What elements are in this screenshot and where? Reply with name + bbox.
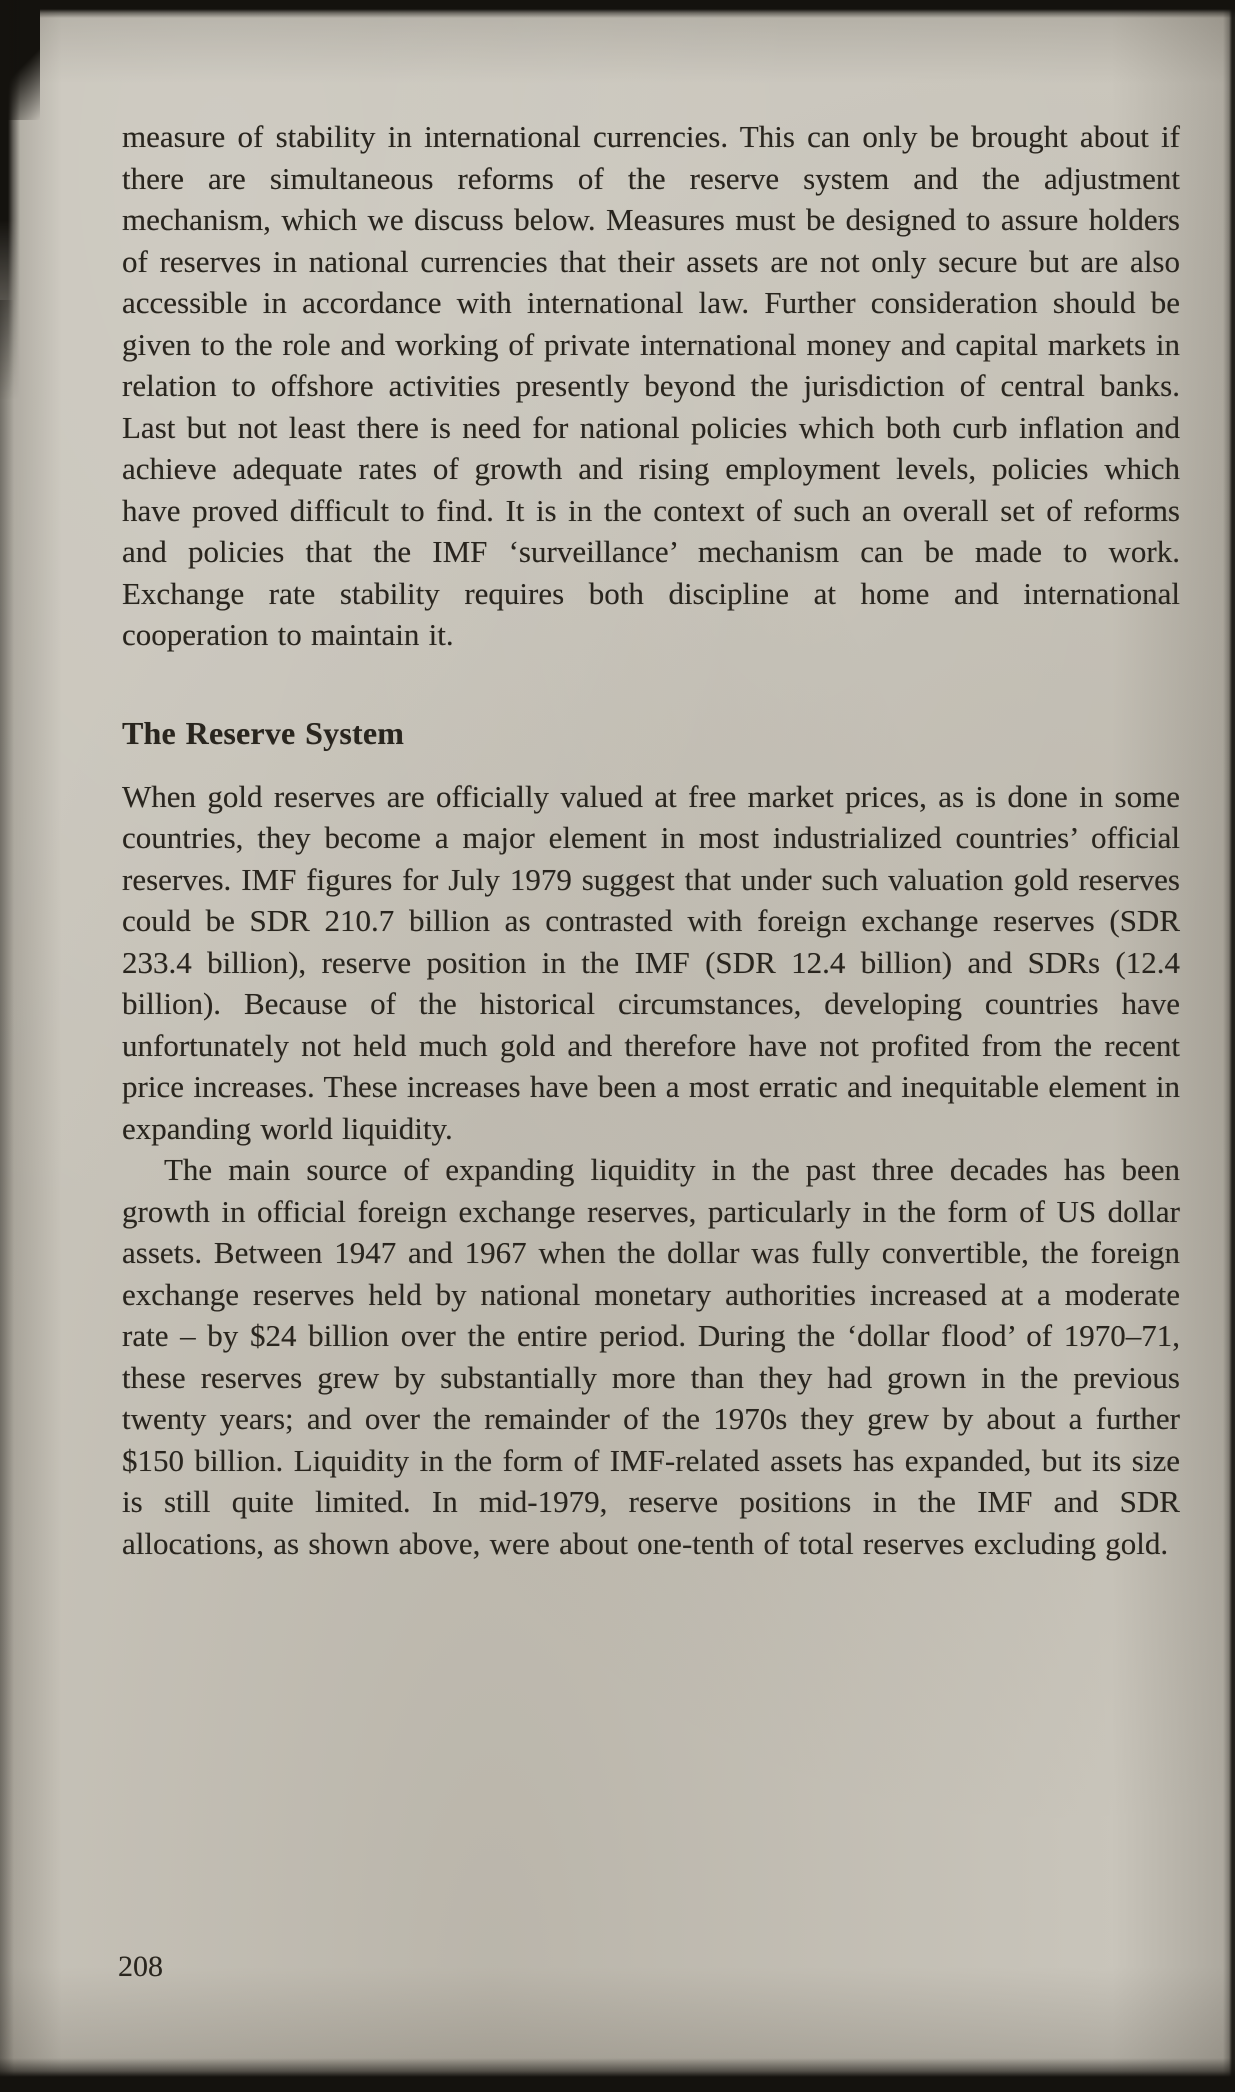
paragraph-reserve-system-2: The main source of expanding liquidity in the past three decades has been growth in official foreign exchange reserves, particularly in the form of US dollar assets. Between 1947 and 1967 when the dollar was fully convertible, the foreign exchange reserves held by national monetary authorities increased at a moderate rate – by $24 billion over the entire period. During the ‘dollar flood’ of 1970–71, these reserves grew by substantially more than they had grown in the previous twenty years; and over the remainder of the 1970s they grew by about a further $150 billion. Liquidity in the form of IMF-related assets has expanded, but its size is still quite limited. In mid-1979, reserve positions in the IMF and SDR allocations, as shown above, were about one-tenth of total reserves excluding gold.: [122, 1152, 1180, 1561]
page-edge-bottom: [0, 2058, 1235, 2092]
page-number: 208: [118, 1950, 163, 1983]
paragraph-reserve-system-1: When gold reserves are officially valued at free market prices, as is done in some countries, they become a major element in most industrialized countries’ official reserves. IMF figures for July 1979 suggest that under such valuation gold reserves could be SDR 210.7 billion as contrasted with foreign exchange reserves (SDR 233.4 billion), reserve position in the IMF (SDR 12.4 billion) and SDRs (12.4 billion). Because of the historical circumstances, developing countries have unfortunately not held much gold and therefore have not profited from the recent price increases. These increases have been a most erratic and inequitable element in expanding world liquidity.: [122, 778, 1180, 1146]
page-edge-top: [0, 0, 1235, 18]
page-edge-left-shadow: [0, 300, 14, 2092]
section-heading: The Reserve System: [122, 714, 405, 751]
paragraph-continuation: measure of stability in international currencies. This can only be brought about if there are simultaneous reforms of the reserve system and the adjustment mechanism, which we discuss below. Measures must be designed to assure holders of reserves in national currencies that their assets are not only secure but are also accessible in accordance with international law. Further consideration should be given to the role and working of private international money and capital markets in relation to offshore activities presently beyond the jurisdiction of central banks. Last but not least there is need for national policies which both curb inflation and achieve adequate rates of growth and rising employment levels, policies which have proved difficult to find. It is in the context of such an overall set of reforms and policies that the IMF ‘surveillance’ mechanism can be made to work. Exchange rate stability requires both discipline at home and international cooperation to maintain it.: [122, 119, 1180, 652]
page-text-block: [122, 116, 1180, 1564]
page-edge-right: [1223, 0, 1235, 2092]
